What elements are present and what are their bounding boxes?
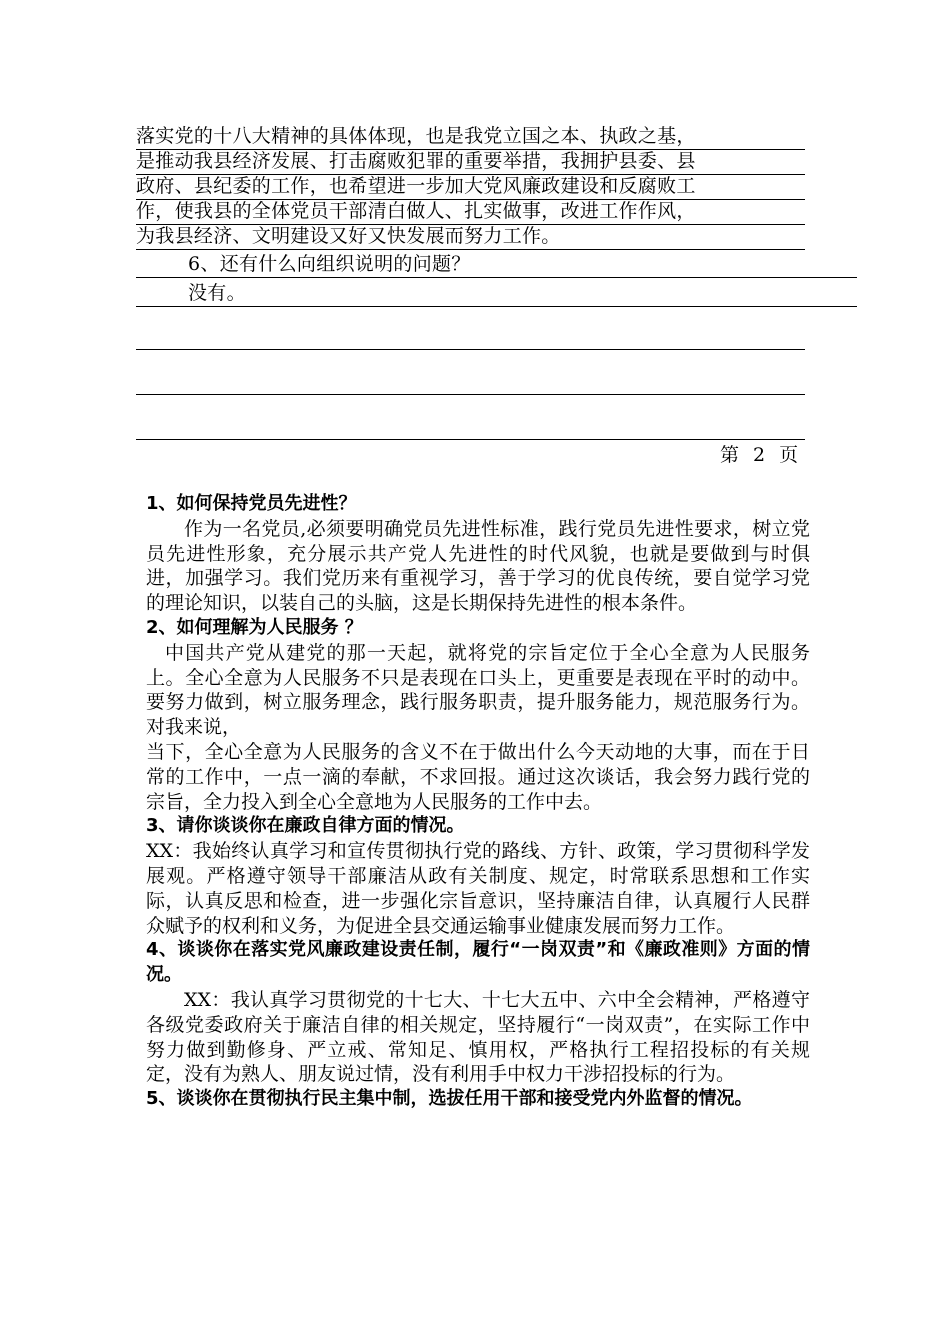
answer-3: XX：我始终认真学习和宣传贯彻执行党的路线、方针、政策，学习贯彻科学发展观。严格遵守领导干部廉洁从政有关制度、规定，时常联系思想和工作实际，认真反思和检查，进一步强化宗旨意识，坚持廉洁自律，认真履行人民群众赋予的权利和义务，为促进全县交通运输事业健康发展而努力工作。: [146, 840, 810, 937]
ruled-line-5: 为我县经济、文明建设又好又快发展而努力工作。: [136, 224, 805, 250]
qa-content: [146, 492, 810, 1112]
question-2: 2、如何理解为人民服务 ？: [146, 616, 363, 638]
ruled-line-question-6: 6、还有什么向组织说明的问题？: [136, 252, 857, 278]
question-4: 4、谈谈你在落实党风廉政建设责任制，履行“一岗双责”和《廉政准则》方面的情况。: [146, 939, 810, 986]
blank-rule-3: [136, 439, 805, 440]
question-3: 3、请你谈谈你在廉政自律方面的情况。: [146, 815, 465, 837]
ruled-line-answer-6: 没有。: [136, 281, 857, 307]
answer-1: 作为一名党员,必须要明确党员先进性标准，践行党员先进性要求，树立党员先进性形象，充分展示共产党人先进性的时代风貌，也就是要做到与时俱进，加强学习。我们党历来有重视学习，善于学习的优良传统，要自觉学习党的理论知识，以装自己的头脑，这是长期保持先进性的根本条件。: [146, 517, 810, 615]
ruled-line-4: 作，使我县的全体党员干部清白做人、扎实做事，改进工作作风，: [136, 199, 805, 225]
ruled-line-3: 政府、县纪委的工作，也希望进一步加大党风廉政建设和反腐败工: [136, 174, 805, 200]
answer-2-part-2: 当下，全心全意为人民服务的含义不在于做出什么今天动地的大事，而在于日常的工作中，一点一滴的奉献，不求回报。通过这次谈话，我会努力践行党的宗旨，全力投入到全心全意地为人民服务的工作中去。: [146, 740, 810, 813]
ruled-line-1: 落实党的十八大精神的具体体现，也是我党立国之本、执政之基，: [136, 124, 805, 150]
blank-rule-1: [136, 349, 805, 350]
question-1: 1、如何保持党员先进性？: [146, 493, 357, 514]
blank-rule-2: [136, 394, 805, 395]
question-5: 5、谈谈你在贯彻执行民主集中制，选拔任用干部和接受党内外监督的情况。: [146, 1088, 753, 1110]
page-number: 第 2 页: [720, 444, 803, 466]
answer-2-part-1: 中国共产党从建党的那一天起，就将党的宗旨定位于全心全意为人民服务上。全心全意为人民服务不只是表现在口头上，更重要是表现在平时的动中。要努力做到，树立服务理念，践行服务职责，提升服务能力，规范服务行为。对我来说，: [146, 641, 810, 739]
answer-4: XX：我认真学习贯彻党的十七大、十七大五中、六中全会精神，严格遵守各级党委政府关于廉洁自律的相关规定，坚持履行“一岗双责”，在实际工作中努力做到勤修身、严立戒、常知足、慎用权，严格执行工程招投标的有关规定，没有为熟人、朋友说过情，没有利用手中权力干涉招投标的行为。: [146, 988, 810, 1086]
ruled-line-2: 是推动我县经济发展、打击腐败犯罪的重要举措，我拥护县委、县: [136, 149, 805, 175]
